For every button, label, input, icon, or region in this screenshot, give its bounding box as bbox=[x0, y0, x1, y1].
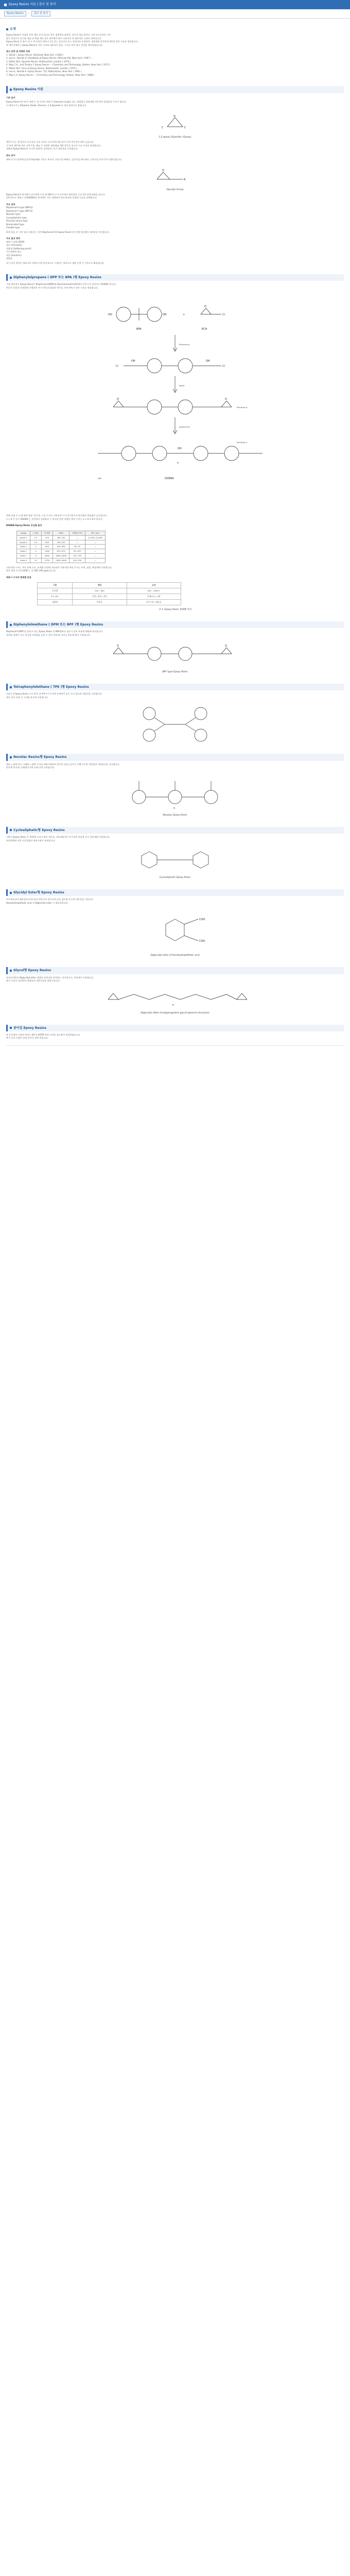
text-line: Epoxy Resin의 분자량이 증가하면 수산기(-OH)의 수가 증가하여 접착성과 가교 반응성에 영향을 줍니다. bbox=[6, 193, 106, 196]
text-line: 위의 분류 중 가장 널리 사용되는 것은 Bisphenol-A형 Epoxy Resin이며 전체 생산량의 대부분을 차지합니다. bbox=[6, 230, 110, 233]
label-step2: Structure g bbox=[237, 406, 248, 409]
table-row bbox=[17, 545, 106, 549]
paragraph bbox=[6, 898, 344, 905]
table-title: DGEBA Epoxy Resin 등급별 물성 bbox=[6, 524, 42, 527]
text-line: 상기 물성 항목은 제조사의 카탈로그에 공통적으로 기재되는 항목으로 제품 선정 시 기준으로 활용됩니다. bbox=[6, 261, 105, 264]
reference-item: 3. Potter W.G. Epoxide Resins. Butterworth, London ( 1970 ) bbox=[6, 60, 71, 63]
svg-text:n: n bbox=[177, 462, 179, 465]
section-title-text: Cycloaliphatic형 Epoxy Resins bbox=[13, 828, 65, 832]
svg-text:O: O bbox=[117, 645, 119, 648]
table-cell: 1400 bbox=[42, 549, 53, 554]
list-item: 연화점 (Softening point) bbox=[6, 247, 31, 250]
table-cell: 0.1 bbox=[30, 535, 42, 540]
paragraph bbox=[6, 763, 344, 770]
section-title-text: 소개 bbox=[10, 27, 16, 31]
text-line: 이 에폭시기는 Ethylene Oxide, Oxirane, 1,2-Epoxide 등 여러 명칭으로 불립니다. bbox=[6, 104, 87, 107]
table-cell: 400 bbox=[42, 540, 53, 545]
section-title-text: Glycidyl Ester형 Epoxy Resins bbox=[13, 891, 64, 895]
table-cell: 3750 bbox=[42, 558, 53, 563]
table-cell: — bbox=[85, 545, 105, 549]
section-title-bpf bbox=[6, 621, 344, 628]
table-cell: 분체도료 / 코팅 bbox=[127, 594, 181, 600]
table-cell: 1650–2000 bbox=[53, 554, 69, 558]
text-line: Bisphenol-F(BPF)를 원료로 하는 Epoxy Resin 은 BPA형보다 점도가 낮아 무용제 배합에 유리합니다. bbox=[6, 630, 103, 633]
table-row bbox=[38, 588, 181, 594]
table-cell: Liquid 1 bbox=[17, 535, 30, 540]
table-cell: Solid 9 bbox=[17, 558, 30, 563]
text-line: 본 페이지에서는 Epoxy Resin의 기본 구조와 대표적인 종류, 그리고 관련 참고 문헌을 정리하였습니다. bbox=[6, 43, 103, 46]
figure-caption: Diglycidyl ether of polypropylene glycol (general structure) bbox=[141, 1011, 209, 1014]
bullet-icon bbox=[10, 970, 12, 972]
section-title-text: Epoxy Resins 이론 bbox=[13, 88, 44, 92]
dgeba-scheme-svg bbox=[67, 294, 283, 510]
table-cell: Solid 7 bbox=[17, 554, 30, 558]
breadcrumb bbox=[0, 9, 350, 19]
text-line: Epoxy Resin은 산업용 접착 재료 중의 하나로 좋은 접착력과 화학물, 전기적 재료 분야나 기계 강도보장을 가진 bbox=[6, 33, 111, 37]
svg-text:OH: OH bbox=[163, 313, 167, 317]
table-cell: Solid 4 bbox=[17, 549, 30, 554]
figure-caption: BPF type Epoxy Resin bbox=[162, 671, 188, 674]
bpf-figure bbox=[6, 641, 344, 667]
svg-text:COO: COO bbox=[199, 940, 205, 943]
svg-text:Cl: Cl bbox=[116, 365, 118, 368]
svg-text:OH: OH bbox=[131, 360, 135, 363]
svg-text:+: + bbox=[183, 313, 185, 317]
text-line: 반도체 봉지재, 인쇄회로기판 등에 널리 사용됩니다. bbox=[6, 766, 55, 769]
table-cell: 2400–4000 bbox=[53, 558, 69, 563]
svg-text:n: n bbox=[173, 806, 176, 810]
table-cell: 95–105 bbox=[69, 549, 85, 554]
text-line: 경화된 Epoxy Resin은 우수한 접착력, 내약품성, 전기 절연성을 나타냅니다. bbox=[6, 147, 78, 150]
bullet-icon bbox=[10, 829, 12, 831]
table-cell: 185–192 bbox=[53, 535, 69, 540]
table-cell: — bbox=[85, 558, 105, 563]
text-line: n = 0 인 순수 DGEBA 는 상온에서 결정화될 수 있으며 일반 상업용 액상 수지는 n ≈ 0.1–0.2 입니다. bbox=[6, 517, 103, 520]
text-line: Epoxy Resin이란 분자 내에 두 개 이상의 에폭시기(oxirane ring)를 갖는 화합물로 경화제와 반응하여 열경화성 수지가 됩니다. bbox=[6, 100, 127, 104]
text-line: 일반적으로 에폭시 당량(EEW)과 분자량은 서로 비례하며 용도에 따라 적절한 등급을 선택합니다. bbox=[6, 196, 98, 199]
list-item: Glycidyl amine type bbox=[6, 219, 28, 223]
text-line: 폴리글리콜의 Diglycidyl ether 형태로 유연성을 부여하는 희석제 또는 개질제로 사용됩니다. bbox=[6, 976, 94, 979]
text-line: 과산화물에 의한 이중결합의 에폭시화로 제조됩니다. bbox=[6, 839, 56, 842]
table-cell: 340 – 600 bbox=[73, 588, 127, 594]
paragraph bbox=[6, 100, 344, 107]
table-cell: 12 bbox=[30, 558, 42, 563]
paragraph bbox=[6, 514, 344, 521]
table-cell: 11,000–14,000 bbox=[85, 535, 105, 540]
novolac-figure bbox=[6, 774, 344, 810]
table-header-cell: 분자량 bbox=[42, 531, 53, 535]
figure-caption: 1,2-epoxy (Epoxide / Epoxy) bbox=[159, 136, 191, 139]
reference-item: 7. May C.A. Epoxy Resins — Chemistry and Technology. Dekker, New York ( 1988 ) bbox=[6, 73, 95, 76]
paragraph bbox=[6, 692, 344, 699]
paragraph bbox=[6, 141, 344, 151]
paragraph bbox=[6, 630, 344, 637]
table-row bbox=[17, 549, 106, 554]
text-line: 표준 액상 수지의 EEW 는 약 185–192 g/eq 입니다. bbox=[6, 569, 57, 572]
table-cell: 875–975 bbox=[53, 549, 69, 554]
table-cell: 분자량 bbox=[38, 588, 73, 594]
paragraph bbox=[6, 1033, 344, 1040]
tpe-figure bbox=[6, 703, 344, 744]
breadcrumb-epoxy[interactable]: Epoxy Resins bbox=[4, 11, 26, 17]
svg-text:O: O bbox=[162, 168, 164, 172]
text-line: 본 문서에서 사용된 용어는 KS 및 ASTM 관련 규격을 참고하여 정리하였습니다. bbox=[6, 1033, 81, 1036]
text-line: 고분자량 수지는 주로 분체 도료, 용제형 코팅에 사용되며 저분자량 액상 수지는 주형, 접착, 복합재에 사용됩니다. bbox=[6, 566, 112, 569]
table-cell: 900 bbox=[42, 545, 53, 549]
bpf-structure-svg bbox=[98, 641, 252, 667]
section-title-text: Glycol형 Epoxy Resins bbox=[13, 969, 51, 973]
table-cell: 주요 용도 bbox=[38, 594, 73, 600]
table-cell: 2900 bbox=[42, 554, 53, 558]
bullet-icon bbox=[10, 686, 12, 688]
svg-text:R: R bbox=[184, 178, 186, 181]
label-product: DGEBA bbox=[165, 477, 174, 481]
label-bpa: BPA bbox=[136, 328, 142, 331]
glycidyl-structure-svg bbox=[147, 166, 203, 184]
svg-text:Cl: Cl bbox=[222, 365, 225, 368]
figure-caption: Diglycidyl ester of hexahydrophthalic acid bbox=[150, 954, 200, 957]
table-header-cell: n 평균 bbox=[30, 531, 42, 535]
list-item: 색상 (Gardner) bbox=[6, 253, 22, 257]
section-title-glycol bbox=[6, 967, 344, 974]
text-line: 추가 문의 사항은 담당 부서로 연락 바랍니다. bbox=[6, 1037, 49, 1040]
table-cell: 주형 / 접착 / 적층 bbox=[73, 594, 127, 600]
types-table bbox=[37, 582, 181, 605]
paragraph bbox=[6, 566, 344, 573]
table-header-cell: 연화점 (℃) bbox=[69, 531, 85, 535]
table-cell: 370 bbox=[42, 535, 53, 540]
table-header-cell: 액상 bbox=[73, 583, 127, 588]
table-cell: 900 – 4000+ bbox=[127, 588, 181, 594]
svg-text:COO: COO bbox=[199, 918, 205, 922]
bullet-icon bbox=[10, 756, 12, 758]
svg-text:C: C bbox=[184, 126, 186, 130]
glycol-figure bbox=[6, 987, 344, 1008]
glycidyl-ester-figure bbox=[6, 909, 344, 950]
section-title-text: Diphenylolmethane ( DPM 또는 BPF )형 Epoxy Resins bbox=[13, 622, 103, 626]
text-line: 결정화 경향이 적고 희석제 사용량을 줄일 수 있어 바닥재, 라이닝 용도에 많이 사용됩니다. bbox=[6, 633, 91, 636]
paragraph bbox=[6, 262, 344, 265]
text-line: 에폭시기가 말단에 있으면 Glycidyl 기라고 부르며, 글리시딜 에테르, 글리시딜 에스테르, 글리시딜 아민 등이 대표적입니다. bbox=[6, 158, 122, 161]
paragraph bbox=[6, 283, 344, 290]
reference-item: 4. May C.A., and Tanaka Y. Epoxy Resins — Chemistry and Technology. Dekker, New York ( 1973 ) bbox=[6, 63, 111, 66]
text-line: 반복 단위 수 n 에 따라 액상, 반고상, 고상 수지로 구분되며 n 이 증가할수록 분자량과 연화점이 높아집니다. bbox=[6, 514, 108, 517]
list-item: Cycloaliphatic type bbox=[6, 216, 27, 219]
table-row bbox=[38, 600, 181, 605]
label-ech: ECH bbox=[202, 328, 207, 331]
reference-item: 2. Lee H., Neville K. Handbook of Epoxy Resins. McGraw-Hill, New York ( 1967 ) bbox=[6, 57, 92, 60]
list-item: Flexible type bbox=[6, 226, 20, 229]
text-line: Epoxy Resin 은 분자 내 두 개 이상의 에폭시기를 갖는 올리고머 또는 폴리머를 통칭하며, 경화제와 반응하여 3차원 망상 구조를 형성합니다. bbox=[6, 40, 138, 43]
table-cell: 산무수물 / 페놀류 bbox=[127, 600, 181, 605]
glycidyl-figure bbox=[6, 166, 344, 184]
label-naoh: NaOH bbox=[179, 385, 185, 387]
text-line: 다관능성 Epoxy Resin 으로 분자 내 에폭시기가 4개 존재하여 높은 가교 밀도와 내열성을 나타냅니다. bbox=[6, 692, 102, 696]
label-step3: Structure h bbox=[237, 442, 248, 444]
table-header-cell: EEW bbox=[53, 531, 69, 535]
list-item: 에폭시 당량 (EEW) bbox=[6, 240, 25, 243]
list-item: 휘발분 bbox=[6, 257, 13, 260]
table-header-cell: 구분 bbox=[38, 583, 73, 588]
table-caption: 표 1. Epoxy Resin 형태별 특징 bbox=[159, 608, 191, 611]
section-title-text: 용어집 Epoxy Resins bbox=[13, 1026, 47, 1030]
references-heading: 참고 문헌 및 단행본 목록 bbox=[6, 50, 30, 53]
bullet-icon bbox=[10, 1027, 12, 1029]
table-row bbox=[17, 554, 106, 558]
section-title-dpp bbox=[6, 274, 344, 281]
text-line: 이 특성 때문에 아민, 산무수물, 페놀 등 다양한 경화제와 개환 반응을 일으켜 가교 구조를 형성합니다. bbox=[6, 144, 101, 147]
svg-text:O: O bbox=[173, 115, 176, 118]
section-title-glycidyl-ester bbox=[6, 889, 344, 896]
table-cell: 64–76 bbox=[69, 545, 85, 549]
bullet-icon bbox=[10, 624, 12, 626]
class-list bbox=[6, 206, 344, 230]
subheading: 주요 물성 항목 bbox=[6, 237, 21, 240]
table-cell: 2 bbox=[30, 545, 42, 549]
svg-text:OH: OH bbox=[178, 447, 182, 451]
table-cell: — bbox=[85, 540, 105, 545]
list-item: Brominated type bbox=[6, 223, 25, 226]
property-list bbox=[6, 241, 344, 261]
figure-caption: Novolac Epoxy Resin bbox=[163, 814, 187, 817]
table-title: 에폭시 수지의 형태별 분류 bbox=[6, 575, 31, 579]
figure-caption: Cycloaliphatic Epoxy Resin bbox=[159, 876, 191, 879]
glycidyl-ester-structure-svg bbox=[134, 909, 216, 950]
subheading: 주요 분류 bbox=[6, 202, 15, 206]
text-line: 가장 대표적인 Epoxy Resin은 Bisphenol-A(BPA)와 Epichlorohydrin(ECH)의 반응으로 얻어지는 DGEBA 입니다. bbox=[6, 283, 116, 286]
bullet-icon bbox=[10, 892, 12, 894]
bullet-icon bbox=[6, 28, 8, 30]
figure-caption: Glycidyl Group bbox=[166, 188, 184, 191]
table-cell: 200–220 bbox=[53, 540, 69, 545]
bullet-icon bbox=[10, 89, 12, 91]
section-title-tpe bbox=[6, 684, 344, 690]
table-row bbox=[17, 535, 106, 540]
reference-item: 1. Skeist I. Epoxy Resins. Reinhold, New York ( 1958 ) bbox=[6, 53, 64, 56]
cycloaliphatic-structure-svg bbox=[124, 846, 226, 872]
table-header-cell: Grade bbox=[17, 531, 30, 535]
subheading: 기초 용어 bbox=[6, 96, 15, 99]
text-line: 에폭시기는 세 원자로 이루어진 고리 구조로 고리 변형 에너지가 커서 반응성이 매우 높습니다. bbox=[6, 141, 95, 144]
svg-text:C: C bbox=[162, 126, 164, 130]
page-header-title: Epoxy Resins 이론 | 참조 및 용어 bbox=[9, 3, 56, 7]
table-cell: — bbox=[85, 549, 105, 554]
svg-text:HO: HO bbox=[108, 313, 112, 317]
table-row bbox=[17, 558, 106, 563]
breadcrumb-separator-icon: › bbox=[28, 11, 29, 15]
table-cell: 4 bbox=[30, 549, 42, 554]
list-item: 가수분해성 염소 bbox=[6, 250, 22, 253]
dgeba-synthesis-figure bbox=[6, 294, 344, 510]
paragraph bbox=[6, 231, 344, 234]
table-row bbox=[17, 540, 106, 545]
label-step1: Structure g bbox=[179, 344, 190, 346]
tpe-structure-svg bbox=[113, 703, 237, 744]
table-cell: — bbox=[69, 540, 85, 545]
svg-text:O: O bbox=[225, 645, 227, 648]
references-list bbox=[6, 54, 344, 77]
section-title-glossary bbox=[6, 1025, 344, 1031]
novolac-structure-svg bbox=[108, 774, 242, 810]
table-cell: 450–500 bbox=[53, 545, 69, 549]
paragraph bbox=[6, 976, 344, 983]
reference-item: 6. Lee H., Neville K. Epoxy Resins. TLC Publications, New York ( 1981 ) bbox=[6, 70, 82, 73]
intro-paragraph bbox=[6, 33, 344, 47]
svg-text:O: O bbox=[204, 305, 206, 309]
reference-item: 5. Potter W.G. Uses of Epoxy Resins. Butterworth, London ( 1975 ) bbox=[6, 66, 77, 70]
grade-table bbox=[16, 531, 106, 563]
svg-text:O: O bbox=[225, 398, 227, 401]
list-item: 점도 (Viscosity) bbox=[6, 244, 23, 247]
text-line: Hexahydrophthalic acid 의 Diglycidyl ester 가 대표적입니다. bbox=[6, 901, 69, 904]
text-line: 페놀 노볼락 또는 크레졸 노볼락 수지를 에폭시화하여 얻으며 다관능성으로 인해 우수한 내열성과 내약품성을 나타냅니다. bbox=[6, 762, 120, 766]
epoxide-ring-figure bbox=[6, 111, 344, 132]
text-line: 카르복실산과 에피클로로히드린의 반응으로 얻어지며 낮은 점도와 우수한 내후성을 가집니다. bbox=[6, 898, 94, 901]
footer-divider bbox=[6, 1045, 344, 1046]
section-title-intro bbox=[6, 27, 344, 31]
list-item: Novolac type bbox=[6, 213, 21, 216]
svg-text:n: n bbox=[172, 1003, 174, 1007]
menu-square-icon[interactable] bbox=[4, 4, 7, 6]
table-header-row bbox=[17, 531, 106, 535]
glycol-structure-svg bbox=[98, 987, 252, 1008]
list-item: Bisphenol-A type (BPA형) bbox=[6, 206, 33, 209]
table-header-cell: 고상 bbox=[127, 583, 181, 588]
epoxide-structure-svg bbox=[154, 111, 196, 132]
top-bar bbox=[0, 0, 350, 9]
text-line: 지환식 Epoxy Resin 은 방향족 고리가 없어 내후성, 내트래킹성이 우수하며 옥외용 전기 절연재에 사용됩니다. bbox=[6, 836, 110, 839]
table-row bbox=[38, 594, 181, 600]
text-line: 항공·전자 부품 등 고내열 용도에 사용됩니다. bbox=[6, 696, 49, 699]
table-cell: 145–155 bbox=[69, 558, 85, 563]
label-excess: excess ECH bbox=[179, 426, 190, 429]
table-cell: — bbox=[69, 535, 85, 540]
table-cell: 127–133 bbox=[69, 554, 85, 558]
section-title-novolac bbox=[6, 754, 344, 760]
table-cell: Solid 1 bbox=[17, 545, 30, 549]
subheading: 관능 용어 bbox=[6, 154, 15, 157]
bullet-icon bbox=[10, 277, 12, 279]
section-title-text: Diphenylolpropane ( DPP 또는 BPA )형 Epoxy Resins bbox=[13, 276, 101, 280]
breadcrumb-terms[interactable]: 참조 및 용어 bbox=[31, 11, 50, 17]
svg-text:Cl: Cl bbox=[222, 313, 225, 317]
paragraph bbox=[6, 193, 344, 200]
list-item: Bisphenol-F type (BPF형) bbox=[6, 209, 33, 212]
svg-text:O: O bbox=[117, 398, 119, 401]
text-line: 반응은 알칼리 존재하에 진행되며 부가 반응과 탈염산 반응을 거쳐 에폭시 말단 구조를 형성합니다. bbox=[6, 286, 99, 289]
table-cell: — bbox=[85, 554, 105, 558]
section-title-text: Tetraphenylolethane ( TPE )형 Epoxy Resins bbox=[13, 685, 89, 689]
paragraph bbox=[6, 158, 344, 162]
cycloaliphatic-figure bbox=[6, 846, 344, 872]
paragraph bbox=[6, 836, 344, 842]
section-title-text: Novolac Resins형 Epoxy Resins bbox=[13, 755, 67, 759]
table-cell: Liquid 2 bbox=[17, 540, 30, 545]
section-title-cycloaliphatic bbox=[6, 827, 344, 834]
section-title-theory bbox=[6, 86, 344, 93]
table-header-row bbox=[38, 583, 181, 588]
text-line: 분자 사슬이 유연하여 경화물의 내충격성을 향상시킵니다. bbox=[6, 979, 61, 982]
table-cell: 9 bbox=[30, 554, 42, 558]
table-cell: 아민류 bbox=[73, 600, 127, 605]
label-dpp: DPP bbox=[98, 478, 102, 480]
table-cell: 0.2 bbox=[30, 540, 42, 545]
table-header-cell: 점도 (cP) bbox=[85, 531, 105, 535]
main-content bbox=[0, 19, 350, 1046]
text-line: 좋은 물성으로 전기분 제품 외 복합 재료 같은 분야에서 많이 사용되어 온 대표적인 고분자 재료입니다. bbox=[6, 37, 102, 40]
table-cell: 경화제 bbox=[38, 600, 73, 605]
svg-text:OH: OH bbox=[206, 360, 210, 363]
